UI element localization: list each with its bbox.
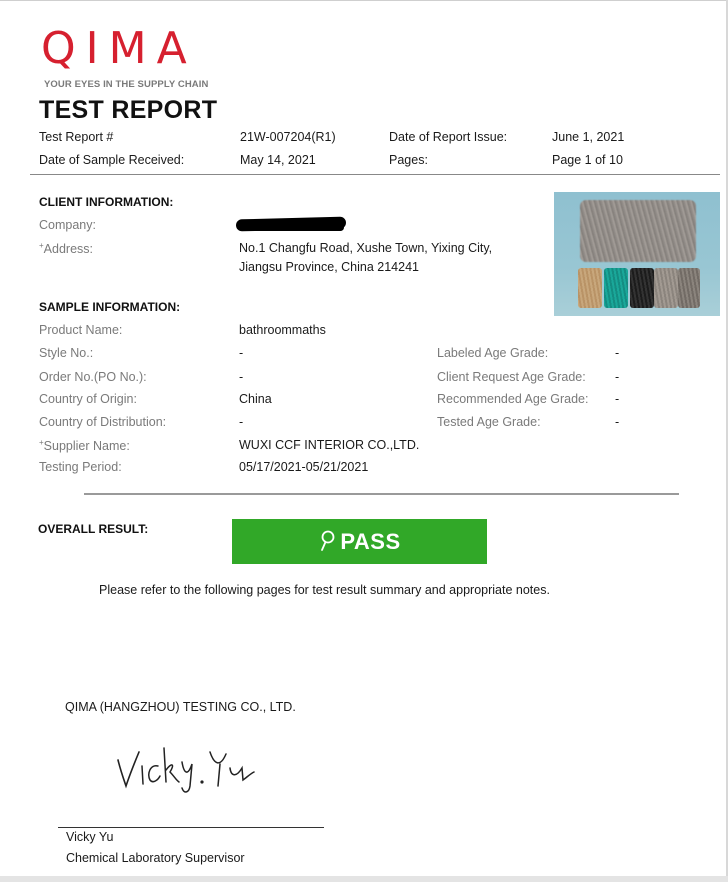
supplier-name-label: +Supplier Name:	[39, 438, 130, 454]
pass-label: PASS	[340, 528, 401, 554]
tested-age-grade-label: Tested Age Grade:	[437, 415, 541, 429]
sample-divider	[84, 493, 679, 495]
supplier-name-value: WUXI CCF INTERIOR CO.,LTD.	[239, 438, 420, 452]
address-label: +Address:	[39, 241, 94, 257]
sample-photo	[554, 192, 720, 316]
report-number-label: Test Report #	[39, 130, 114, 144]
report-title: TEST REPORT	[39, 96, 218, 124]
pages-label: Pages:	[389, 153, 428, 167]
qima-logo: QIMA	[41, 23, 197, 74]
recommended-age-grade-label: Recommended Age Grade:	[437, 392, 589, 406]
report-number: 21W-007204(R1)	[240, 130, 336, 144]
labeled-age-grade-value: -	[615, 346, 620, 360]
product-name-label: Product Name:	[39, 323, 123, 337]
bath-mat-large	[580, 200, 696, 262]
page-count: Page 1 of 10	[552, 153, 623, 167]
client-section-title: CLIENT INFORMATION:	[39, 195, 174, 209]
signatory-position: Chemical Laboratory Supervisor	[66, 851, 245, 865]
country-distribution-value: -	[239, 415, 244, 429]
client-request-age-grade-value: -	[615, 370, 620, 384]
signature-graphic	[112, 738, 272, 798]
swatch-dark-grey	[678, 268, 700, 308]
magnifier-icon	[318, 529, 338, 555]
testing-company: QIMA (HANGZHOU) TESTING CO., LTD.	[65, 700, 296, 714]
pass-badge	[232, 519, 487, 564]
client-request-age-grade-label: Client Request Age Grade:	[437, 370, 586, 384]
style-no-value: -	[239, 346, 244, 360]
issue-date-label: Date of Report Issue:	[389, 130, 508, 144]
sample-section-title: SAMPLE INFORMATION:	[39, 300, 181, 314]
signature-line	[58, 827, 324, 828]
testing-period-label: Testing Period:	[39, 460, 122, 474]
order-no-value: -	[239, 370, 244, 384]
tested-age-grade-value: -	[615, 415, 620, 429]
country-origin-value: China	[239, 392, 272, 406]
country-origin-label: Country of Origin:	[39, 392, 137, 406]
labeled-age-grade-label: Labeled Age Grade:	[437, 346, 549, 360]
signature	[112, 738, 272, 798]
style-no-label: Style No.:	[39, 346, 94, 360]
product-name-value: bathroommaths	[239, 323, 326, 337]
swatch-tan	[578, 268, 602, 308]
overall-result-label: OVERALL RESULT:	[38, 522, 149, 536]
received-date-label: Date of Sample Received:	[39, 153, 185, 167]
logo-tagline: YOUR EYES IN THE SUPPLY CHAIN	[44, 79, 209, 90]
issue-date: June 1, 2021	[552, 130, 625, 144]
country-distribution-label: Country of Distribution:	[39, 415, 167, 429]
header-divider	[30, 174, 720, 175]
recommended-age-grade-value: -	[615, 392, 620, 406]
result-note: Please refer to the following pages for test result summary and appropriate notes.	[99, 583, 550, 597]
signatory-name: Vicky Yu	[66, 830, 114, 844]
swatch-grey	[654, 268, 678, 308]
swatch-black	[630, 268, 654, 308]
swatch-teal	[604, 268, 628, 308]
testing-period-value: 05/17/2021-05/21/2021	[239, 460, 369, 474]
order-no-label: Order No.(PO No.):	[39, 370, 147, 384]
received-date: May 14, 2021	[240, 153, 316, 167]
address-line-2: Jiangsu Province, China 214241	[239, 260, 419, 274]
redacted-company-underline	[252, 224, 344, 231]
address-line-1: No.1 Changfu Road, Xushe Town, Yixing City,	[239, 241, 493, 255]
company-label: Company:	[39, 218, 96, 232]
